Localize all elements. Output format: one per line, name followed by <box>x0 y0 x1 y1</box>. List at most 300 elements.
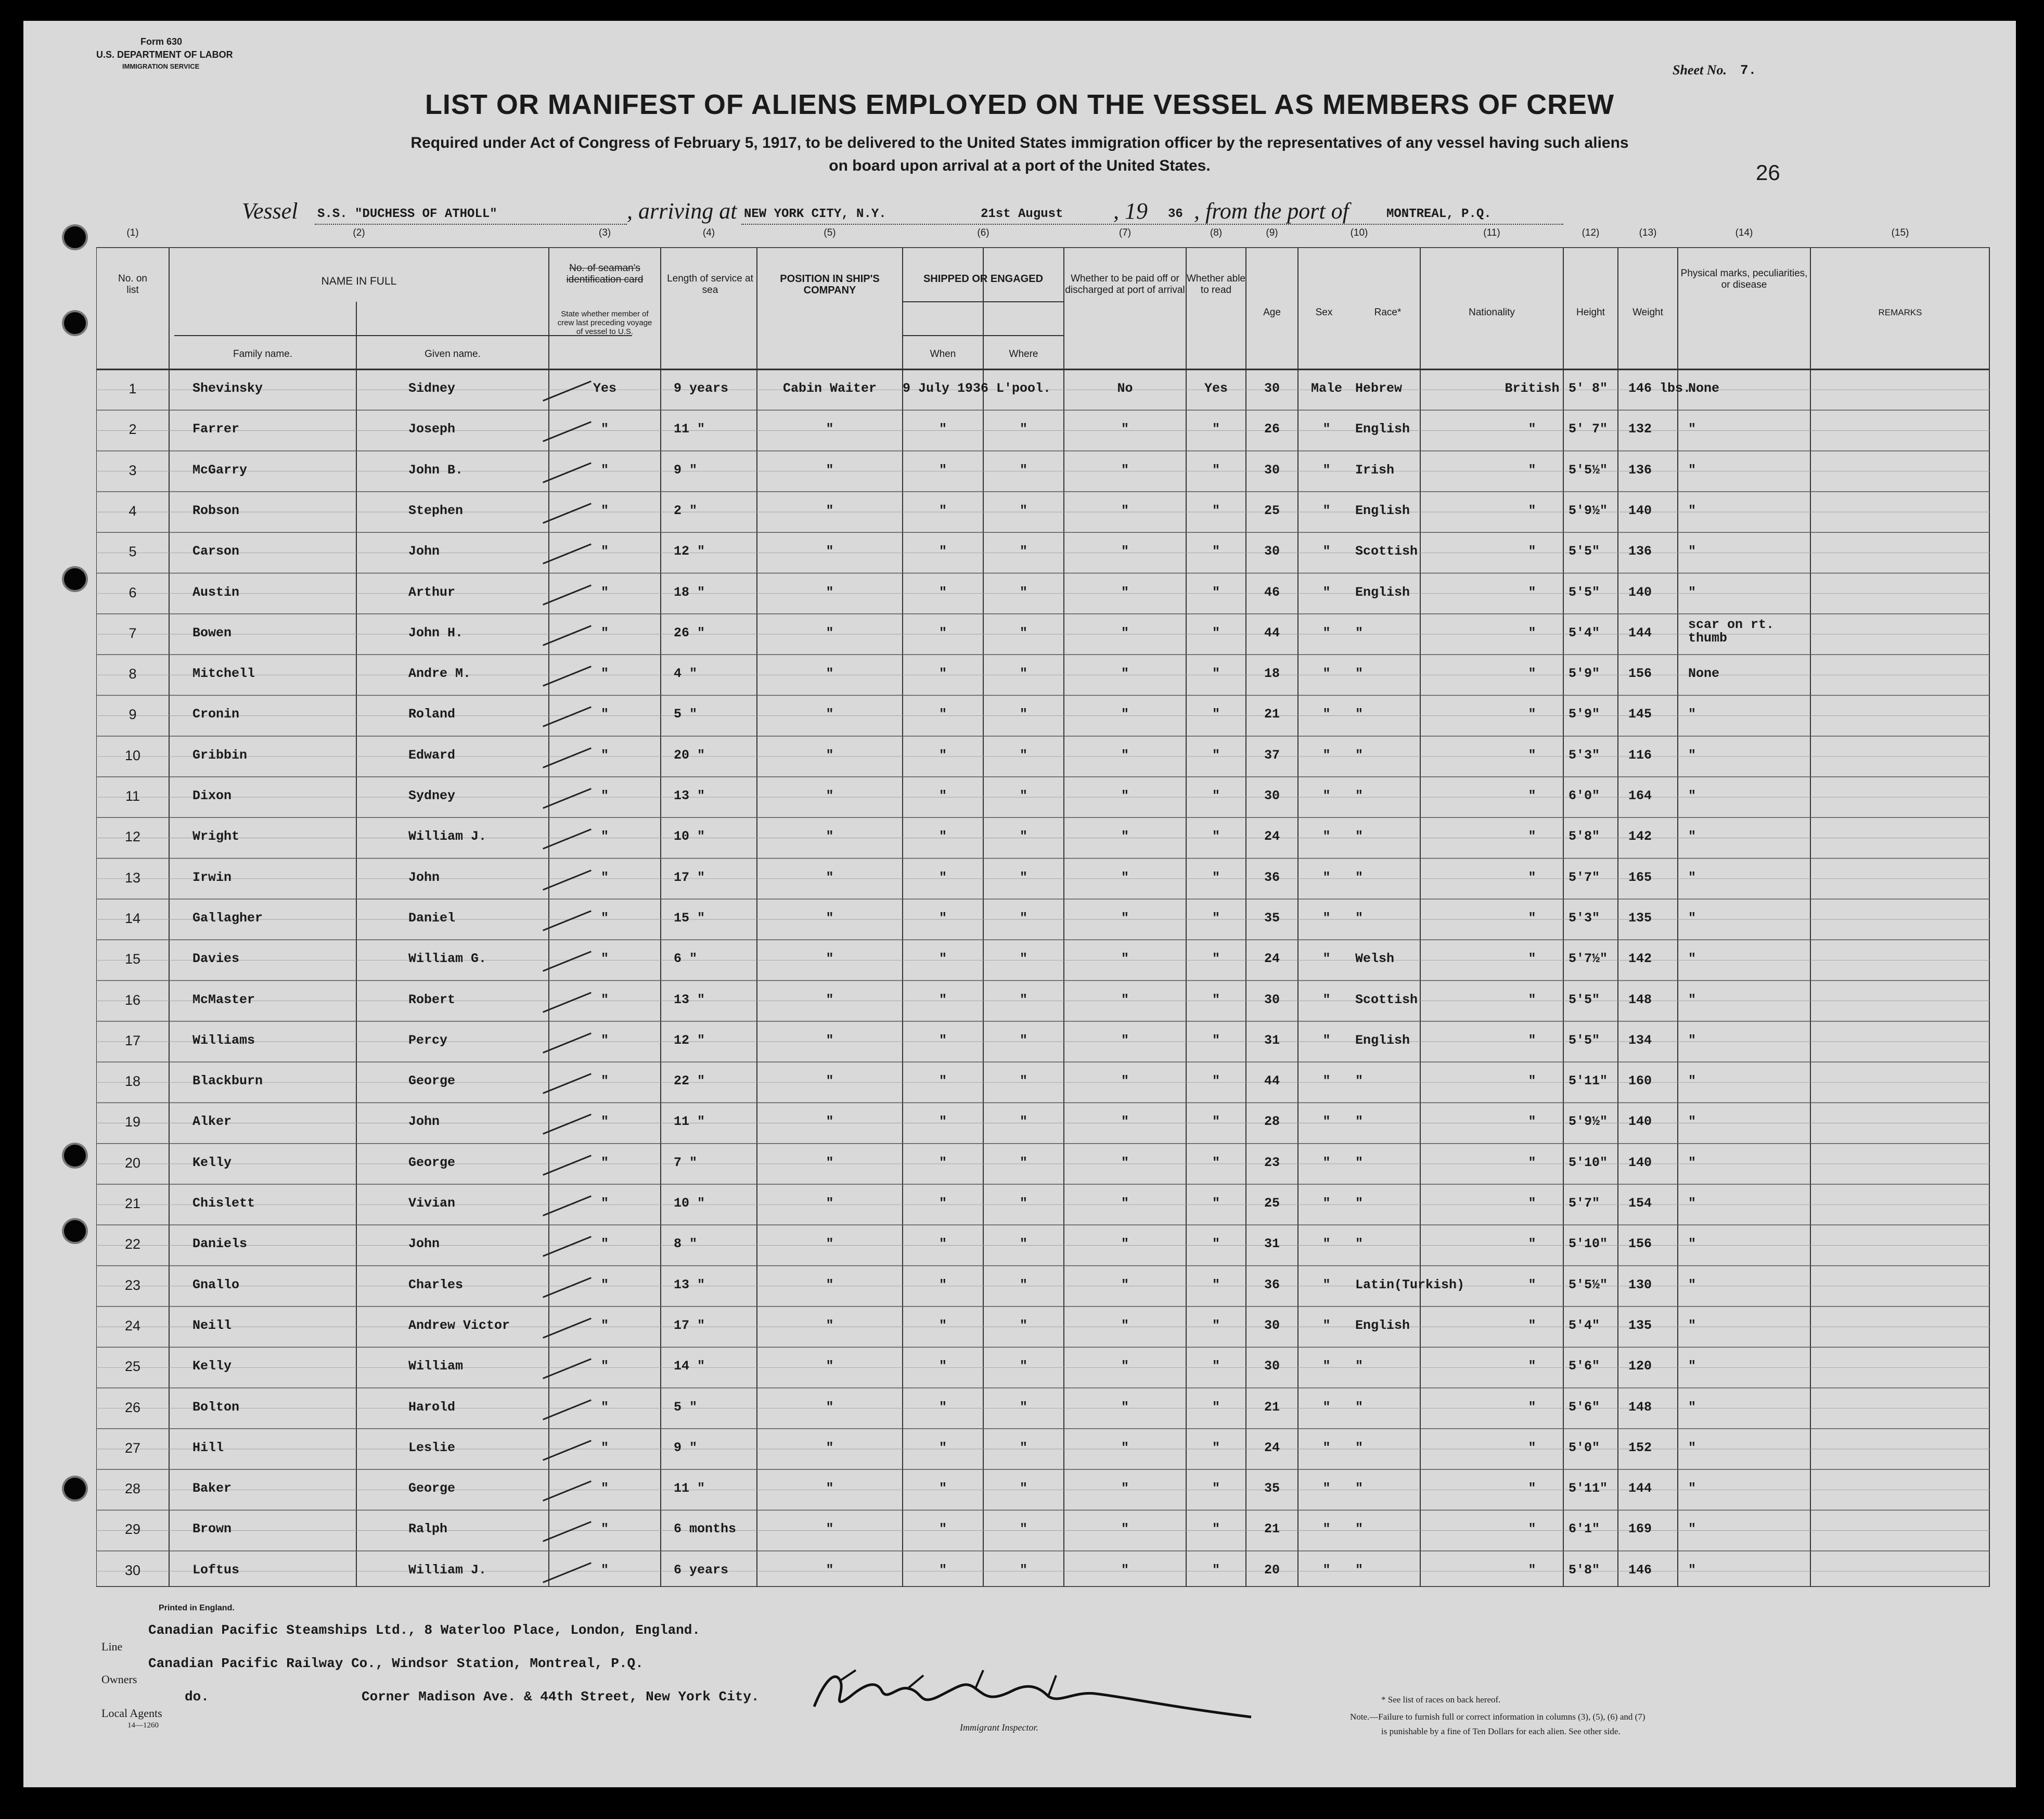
header-sex: Sex <box>1315 307 1333 318</box>
cell-where: " <box>1019 462 1027 478</box>
cell-family: Wright <box>192 829 240 844</box>
cell-paid: " <box>1121 951 1129 967</box>
cell-physical: scar on rt. thumb <box>1688 617 1775 646</box>
cell-height: 5'0" <box>1569 1440 1600 1455</box>
column-number: (13) <box>1639 227 1657 238</box>
cell-where: " <box>1019 992 1027 1007</box>
cell-length: 18 " <box>674 584 705 600</box>
cell-where: " <box>1019 584 1027 600</box>
cell-physical: " <box>1688 951 1696 967</box>
cell-length: 17 " <box>674 1317 705 1333</box>
cell-weight: 156 <box>1628 1236 1652 1252</box>
cell-race: " <box>1355 1562 1364 1578</box>
cell-given: Andre M. <box>408 666 471 682</box>
cell-length: 10 " <box>674 829 705 844</box>
cell-when: " <box>939 1440 947 1455</box>
cell-race: " <box>1355 869 1364 885</box>
cell-when: " <box>939 666 947 682</box>
cell-prev: " <box>600 869 609 885</box>
cell-paid: No <box>1117 381 1133 396</box>
cell-position: " <box>826 747 834 763</box>
subtitle-line-2: on board upon arrival at a port of the United States. <box>829 157 1211 174</box>
cell-read: " <box>1212 869 1220 885</box>
cell-race: " <box>1355 1359 1364 1374</box>
cell-length: 6 " <box>674 951 698 967</box>
cell-weight: 154 <box>1628 1196 1652 1211</box>
cell-read: Yes <box>1204 381 1228 396</box>
cell-given: Roland <box>408 707 456 722</box>
cell-when: " <box>939 462 947 478</box>
cell-height: 5'9½" <box>1569 1114 1608 1130</box>
cell-paid: " <box>1121 1236 1129 1252</box>
cell-when: " <box>939 1196 947 1211</box>
cell-prev: " <box>600 421 609 437</box>
cell-height: 5'5" <box>1569 584 1600 600</box>
cell-no: 8 <box>128 666 137 682</box>
cell-where: " <box>1019 869 1027 885</box>
cell-race: Scottish <box>1355 992 1418 1007</box>
cell-length: 13 " <box>674 992 705 1007</box>
cell-weight: 146 <box>1628 1562 1652 1578</box>
cell-age: 36 <box>1264 1277 1280 1292</box>
cell-family: Hill <box>192 1440 224 1455</box>
cell-prev: " <box>600 1562 609 1578</box>
cell-height: 5' 8" <box>1569 381 1608 396</box>
cell-length: 9 " <box>674 1440 698 1455</box>
cell-paid: " <box>1121 503 1129 518</box>
cell-length: 13 " <box>674 788 705 803</box>
cell-height: 5'5" <box>1569 1032 1600 1048</box>
cell-physical: " <box>1688 1196 1696 1211</box>
cell-position: " <box>826 869 834 885</box>
cell-when: " <box>939 1277 947 1292</box>
cell-position: " <box>826 584 834 600</box>
cell-no: 17 <box>124 1032 141 1048</box>
cell-position: " <box>826 910 834 926</box>
cell-length: 6 years <box>674 1562 729 1578</box>
cell-family: Kelly <box>192 1359 232 1374</box>
cell-sex: " <box>1322 1196 1331 1211</box>
cell-paid: " <box>1121 1155 1129 1170</box>
from-port-label: , from the port of <box>1194 198 1349 224</box>
cell-given: Stephen <box>408 503 464 518</box>
cell-race: Hebrew <box>1355 381 1403 396</box>
cell-when: " <box>939 503 947 518</box>
header-paid: Whether to be paid off or discharged at port of arrival <box>1065 273 1185 296</box>
cell-weight: 144 <box>1628 1481 1652 1496</box>
cell-weight: 146 lbs. <box>1628 381 1691 396</box>
line-value: Canadian Pacific Steamships Ltd., 8 Waterloo Place, London, England. <box>148 1622 700 1638</box>
cell-length: 12 " <box>674 544 705 559</box>
cell-family: Cronin <box>192 707 240 722</box>
cell-nationality: " <box>1528 910 1536 926</box>
cell-when: " <box>939 910 947 926</box>
cell-position: " <box>826 544 834 559</box>
cell-no: 28 <box>124 1481 141 1497</box>
cell-physical: " <box>1688 1359 1696 1374</box>
cell-given: Leslie <box>408 1440 456 1455</box>
sheet-label: Sheet No. <box>1673 62 1727 78</box>
cell-no: 15 <box>124 951 141 967</box>
cell-when: " <box>939 1359 947 1374</box>
cell-when: " <box>939 544 947 559</box>
cell-family: Bowen <box>192 625 232 641</box>
cell-physical: None <box>1688 381 1720 396</box>
cell-no: 25 <box>124 1359 141 1375</box>
cell-given: John B. <box>408 462 464 478</box>
column-number: (15) <box>1891 227 1909 238</box>
race-note: * See list of races on back hereof. <box>1381 1695 1501 1705</box>
cell-given: Ralph <box>408 1521 448 1537</box>
cell-length: 9 years <box>674 381 729 396</box>
cell-weight: 140 <box>1628 1114 1652 1130</box>
cell-when: " <box>939 421 947 437</box>
cell-age: 31 <box>1264 1236 1280 1252</box>
punch-hole-icon <box>64 312 86 334</box>
cell-family: McGarry <box>192 462 248 478</box>
cell-nationality: " <box>1528 1032 1536 1048</box>
cell-read: " <box>1212 1114 1220 1130</box>
cell-position: " <box>826 829 834 844</box>
form-service: IMMIGRATION SERVICE <box>122 62 200 70</box>
cell-family: Daniels <box>192 1236 248 1252</box>
cell-no: 29 <box>124 1521 141 1538</box>
form-number: Form 630 <box>140 36 183 47</box>
cell-height: 5'4" <box>1569 625 1600 641</box>
cell-family: Loftus <box>192 1562 240 1578</box>
header-name: NAME IN FULL <box>321 275 397 287</box>
cell-length: 7 " <box>674 1155 698 1170</box>
header-seaman_note: State whether member of crew last preceding voyage of vessel to U.S. <box>557 310 652 336</box>
header-no: No. on list <box>118 273 147 296</box>
cell-height: 5'6" <box>1569 1399 1600 1415</box>
cell-sex: " <box>1322 666 1331 682</box>
cell-where: " <box>1019 544 1027 559</box>
cell-family: Dixon <box>192 788 232 803</box>
cell-race: English <box>1355 1317 1410 1333</box>
cell-family: Kelly <box>192 1155 232 1170</box>
cell-read: " <box>1212 910 1220 926</box>
cell-where: L'pool. <box>996 381 1051 396</box>
cell-weight: 116 <box>1628 747 1652 763</box>
punch-hole-icon <box>64 1220 86 1242</box>
manifest-table <box>96 227 1990 1587</box>
cell-family: Alker <box>192 1114 232 1130</box>
cell-height: 5'10" <box>1569 1236 1608 1252</box>
cell-sex: " <box>1322 462 1331 478</box>
cell-sex: " <box>1322 1399 1331 1415</box>
cell-nationality: " <box>1528 462 1536 478</box>
cell-nationality: " <box>1528 666 1536 682</box>
cell-nationality: British <box>1505 381 1560 396</box>
cell-when: " <box>939 1521 947 1537</box>
cell-position: " <box>826 788 834 803</box>
header-position: POSITION IN SHIP'S COMPANY <box>780 273 880 296</box>
column-number: (3) <box>598 227 611 238</box>
cell-length: 10 " <box>674 1196 705 1211</box>
cell-paid: " <box>1121 666 1129 682</box>
cell-physical: " <box>1688 503 1696 518</box>
cell-weight: 140 <box>1628 584 1652 600</box>
cell-physical: " <box>1688 1317 1696 1333</box>
cell-age: 24 <box>1264 1440 1280 1455</box>
cell-where: " <box>1019 666 1027 682</box>
cell-when: 9 July 1936 <box>903 381 989 396</box>
cell-weight: 169 <box>1628 1521 1652 1537</box>
cell-where: " <box>1019 951 1027 967</box>
cell-when: " <box>939 869 947 885</box>
cell-age: 30 <box>1264 462 1280 478</box>
cell-age: 35 <box>1264 910 1280 926</box>
header-nationality: Nationality <box>1469 307 1515 318</box>
cell-weight: 156 <box>1628 666 1652 682</box>
cell-nationality: " <box>1528 1399 1536 1415</box>
cell-position: " <box>826 1155 834 1170</box>
cell-prev: " <box>600 1399 609 1415</box>
cell-where: " <box>1019 707 1027 722</box>
cell-nationality: " <box>1528 421 1536 437</box>
cell-weight: 120 <box>1628 1359 1652 1374</box>
cell-weight: 164 <box>1628 788 1652 803</box>
cell-when: " <box>939 1032 947 1048</box>
cell-nationality: " <box>1528 829 1536 844</box>
cell-paid: " <box>1121 584 1129 600</box>
cell-sex: " <box>1322 584 1331 600</box>
cell-height: 6'1" <box>1569 1521 1600 1537</box>
column-number: (11) <box>1483 227 1500 238</box>
cell-length: 2 " <box>674 503 698 518</box>
cell-sex: " <box>1322 1236 1331 1252</box>
cell-where: " <box>1019 1562 1027 1578</box>
cell-age: 37 <box>1264 747 1280 763</box>
cell-family: Gribbin <box>192 747 248 763</box>
cell-no: 16 <box>124 992 141 1008</box>
header-race: Race* <box>1374 307 1402 318</box>
cell-read: " <box>1212 462 1220 478</box>
cell-prev: " <box>600 544 609 559</box>
arrival-year: 36 <box>1168 207 1183 221</box>
cell-read: " <box>1212 625 1220 641</box>
cell-age: 21 <box>1264 1399 1280 1415</box>
cell-sex: " <box>1322 503 1331 518</box>
cell-given: Harold <box>408 1399 456 1415</box>
cell-read: " <box>1212 1317 1220 1333</box>
cell-weight: 152 <box>1628 1440 1652 1455</box>
column-number: (5) <box>824 227 836 238</box>
cell-nationality: " <box>1528 1155 1536 1170</box>
cell-read: " <box>1212 1359 1220 1374</box>
cell-family: Bolton <box>192 1399 240 1415</box>
cell-read: " <box>1212 1196 1220 1211</box>
cell-no: 24 <box>124 1317 141 1334</box>
cell-nationality: " <box>1528 1481 1536 1496</box>
cell-race: English <box>1355 584 1410 600</box>
cell-prev: " <box>600 992 609 1007</box>
cell-weight: 135 <box>1628 1317 1652 1333</box>
punch-hole-icon <box>64 226 86 248</box>
column-number: (9) <box>1266 227 1278 238</box>
cell-weight: 134 <box>1628 1032 1652 1048</box>
owners-value: Canadian Pacific Railway Co., Windsor Station, Montreal, P.Q. <box>148 1656 644 1671</box>
cell-paid: " <box>1121 829 1129 844</box>
cell-age: 21 <box>1264 1521 1280 1537</box>
cell-physical: " <box>1688 992 1696 1007</box>
cell-no: 18 <box>124 1073 141 1090</box>
cell-race: " <box>1355 1399 1364 1415</box>
cell-no: 3 <box>128 462 137 478</box>
cell-age: 24 <box>1264 829 1280 844</box>
cell-where: " <box>1019 1399 1027 1415</box>
cell-age: 25 <box>1264 503 1280 518</box>
cell-where: " <box>1019 1073 1027 1089</box>
cell-where: " <box>1019 1196 1027 1211</box>
cell-read: " <box>1212 666 1220 682</box>
cell-physical: " <box>1688 869 1696 885</box>
column-number: (12) <box>1582 227 1600 238</box>
cell-prev: " <box>600 910 609 926</box>
cell-where: " <box>1019 625 1027 641</box>
cell-sex: " <box>1322 707 1331 722</box>
cell-given: Percy <box>408 1032 448 1048</box>
cell-paid: " <box>1121 625 1129 641</box>
cell-when: " <box>939 1236 947 1252</box>
cell-given: Robert <box>408 992 456 1007</box>
header-weight: Weight <box>1632 307 1663 318</box>
cell-where: " <box>1019 829 1027 844</box>
cell-given: Vivian <box>408 1196 456 1211</box>
cell-prev: " <box>600 951 609 967</box>
printed-note: Printed in England. <box>159 1604 235 1612</box>
header-where: Where <box>1009 349 1038 360</box>
cell-length: 13 " <box>674 1277 705 1292</box>
cell-height: 5'4" <box>1569 1317 1600 1333</box>
cell-family: Mitchell <box>192 666 255 682</box>
cell-prev: " <box>600 1277 609 1292</box>
punch-hole-icon <box>64 1478 86 1500</box>
cell-prev: " <box>600 1236 609 1252</box>
cell-physical: " <box>1688 1114 1696 1130</box>
cell-where: " <box>1019 1440 1027 1455</box>
cell-physical: " <box>1688 1440 1696 1455</box>
cell-where: " <box>1019 421 1027 437</box>
cell-prev: " <box>600 1032 609 1048</box>
cell-paid: " <box>1121 1521 1129 1537</box>
cell-paid: " <box>1121 1562 1129 1578</box>
cell-given: John <box>408 1236 440 1252</box>
cell-where: " <box>1019 788 1027 803</box>
cell-family: Brown <box>192 1521 232 1537</box>
cell-height: 6'0" <box>1569 788 1600 803</box>
cell-family: Austin <box>192 584 240 600</box>
column-number: (8) <box>1210 227 1223 238</box>
cell-read: " <box>1212 1399 1220 1415</box>
cell-physical: " <box>1688 1032 1696 1048</box>
cell-race: " <box>1355 625 1364 641</box>
cell-nationality: " <box>1528 544 1536 559</box>
year-label: , 19 <box>1113 198 1148 224</box>
cell-paid: " <box>1121 1196 1129 1211</box>
column-number: (10) <box>1350 227 1368 238</box>
cell-where: " <box>1019 503 1027 518</box>
column-number: (1) <box>126 227 139 238</box>
cell-no: 14 <box>124 910 141 926</box>
cell-no: 6 <box>128 584 137 600</box>
cell-weight: 135 <box>1628 910 1652 926</box>
cell-sex: " <box>1322 951 1331 967</box>
cell-prev: " <box>600 829 609 844</box>
cell-height: 5'10" <box>1569 1155 1608 1170</box>
manifest-sheet <box>23 21 2016 1787</box>
cell-length: 15 " <box>674 910 705 926</box>
cell-nationality: " <box>1528 584 1536 600</box>
cell-when: " <box>939 992 947 1007</box>
cell-height: 5'7½" <box>1569 951 1608 967</box>
cell-no: 5 <box>128 544 137 560</box>
cell-given: George <box>408 1155 456 1170</box>
cell-when: " <box>939 951 947 967</box>
cell-age: 30 <box>1264 1359 1280 1374</box>
vessel-name: S.S. "DUCHESS OF ATHOLL" <box>317 207 497 221</box>
cell-length: 22 " <box>674 1073 705 1089</box>
cell-no: 30 <box>124 1562 141 1578</box>
cell-no: 21 <box>124 1196 141 1211</box>
cell-height: 5'3" <box>1569 747 1600 763</box>
header-read: Whether able to read <box>1186 273 1245 296</box>
cell-weight: 142 <box>1628 951 1652 967</box>
cell-sex: " <box>1322 829 1331 844</box>
cell-paid: " <box>1121 707 1129 722</box>
cell-where: " <box>1019 1481 1027 1496</box>
cell-sex: " <box>1322 1440 1331 1455</box>
cell-nationality: " <box>1528 1236 1536 1252</box>
cell-nationality: " <box>1528 1196 1536 1211</box>
cell-given: Andrew Victor <box>408 1317 510 1333</box>
cell-position: " <box>826 951 834 967</box>
cell-position: " <box>826 1196 834 1211</box>
subtitle-line-1: Required under Act of Congress of February 5, 1917, to be delivered to the United States immigration officer by the representatives of any vessel having such aliens <box>410 134 1629 151</box>
cell-length: 11 " <box>674 1481 705 1496</box>
cell-given: William J. <box>408 829 487 844</box>
cell-paid: " <box>1121 1114 1129 1130</box>
cell-nationality: " <box>1528 869 1536 885</box>
cell-when: " <box>939 1562 947 1578</box>
cell-given: John <box>408 544 440 559</box>
cell-sex: " <box>1322 992 1331 1007</box>
cell-paid: " <box>1121 992 1129 1007</box>
cell-age: 24 <box>1264 951 1280 967</box>
cell-prev: " <box>600 1359 609 1374</box>
cell-no: 11 <box>125 788 140 804</box>
cell-race: " <box>1355 1440 1364 1455</box>
cell-length: 14 " <box>674 1359 705 1374</box>
cell-height: 5'11" <box>1569 1073 1608 1089</box>
punch-hole-icon <box>64 1145 86 1167</box>
cell-prev: " <box>600 1440 609 1455</box>
cell-race: " <box>1355 1236 1364 1252</box>
cell-prev: " <box>600 1196 609 1211</box>
cell-sex: " <box>1322 1032 1331 1048</box>
cell-read: " <box>1212 421 1220 437</box>
cell-physical: " <box>1688 1521 1696 1537</box>
cell-read: " <box>1212 1032 1220 1048</box>
cell-where: " <box>1019 1155 1027 1170</box>
cell-family: Gnallo <box>192 1277 240 1292</box>
cell-age: 21 <box>1264 707 1280 722</box>
departure-port: MONTREAL, P.Q. <box>1386 207 1492 221</box>
cell-when: " <box>939 625 947 641</box>
cell-length: 9 " <box>674 462 698 478</box>
cell-weight: 144 <box>1628 625 1652 641</box>
